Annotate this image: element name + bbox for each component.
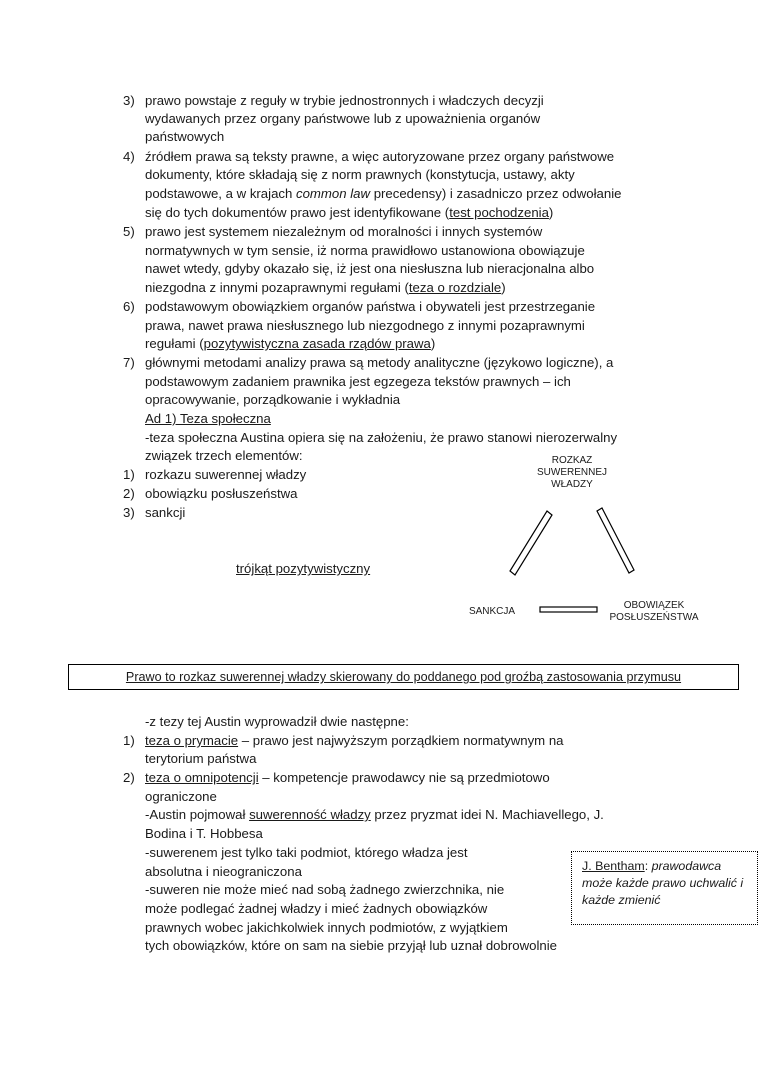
diagram-label-right: OBOWIĄZEK POSŁUSZEŃSTWA xyxy=(609,600,699,623)
bentham-line: każde zmienić xyxy=(582,893,661,907)
item-text-line: dokumenty, które składają się z norm prawnych (konstytucja, ustawy, akty xyxy=(145,167,575,182)
item-number: 2) xyxy=(123,770,135,785)
list-item: rozkazu suwerennej władzy xyxy=(145,467,307,482)
definition-text: Prawo to rozkaz suwerennej władzy skierowany do poddanego pod groźbą zastosowania przymusu xyxy=(125,670,682,684)
item-text-line: podstawowe, a w krajach common law precedensy) i zasadniczo przez odwołanie xyxy=(145,186,622,201)
double-line-right xyxy=(597,508,634,573)
item-text-line: podstawowym zadaniem prawnika jest egzegeza tekstów prawnych – ich xyxy=(145,374,571,389)
list-item: sankcji xyxy=(145,505,186,520)
paragraph-line: -teza społeczna Austina opiera się na założeniu, że prawo stanowi nierozerwalny xyxy=(145,430,618,445)
list-item: teza o prymacie – prawo jest najwyższym porządkiem normatywnym na xyxy=(145,733,564,748)
bentham-note-box xyxy=(571,851,758,925)
definition-box xyxy=(68,664,739,690)
paragraph-line: związek trzech elementów: xyxy=(145,448,303,463)
bentham-line: może każde prawo uchwalić i xyxy=(582,876,744,890)
list-item: teza o omnipotencji – kompetencje prawodawcy nie są przedmiotowo xyxy=(145,770,550,785)
item-text-line: źródłem prawa są teksty prawne, a więc autoryzowane przez organy państwowe xyxy=(145,149,615,164)
item-text-line: wydawanych przez organy państwowe lub z upoważnienia organów xyxy=(145,111,541,126)
double-line-bottom xyxy=(540,607,597,612)
item-text-line: normatywnych w tym sensie, iż norma prawidłowo ustanowiona obowiązuje xyxy=(145,243,585,258)
item-text-line: podstawowym obowiązkiem organów państwa i obywateli jest przestrzeganie xyxy=(145,299,596,314)
paragraph-line: absolutna i nieograniczona xyxy=(145,864,302,879)
item-text-line: prawo jest systemem niezależnym od moralności i innych systemów xyxy=(145,224,543,239)
underlined-term: teza o prymacie xyxy=(145,733,239,748)
item-text-line: prawa, nawet prawa niesłusznego lub niezgodnego z innymi pozaprawnymi xyxy=(145,318,585,333)
section-heading: Ad 1) Teza społeczna xyxy=(145,411,271,426)
item-text-line: prawo powstaje z reguły w trybie jednostronnych i władczych decyzji xyxy=(145,93,544,108)
item-number: 1) xyxy=(123,467,135,482)
underlined-term: teza o omnipotencji xyxy=(145,770,259,785)
item-number: 3) xyxy=(123,505,135,520)
diagram-label-top: ROZKAZ SUWERENNEJ WŁADZY xyxy=(536,455,607,490)
paragraph-line: -z tezy tej Austin wyprowadził dwie następne: xyxy=(145,714,409,729)
item-number: 3) xyxy=(123,93,135,108)
underlined-term: pozytywistyczna zasada rządów prawa xyxy=(203,336,431,351)
paragraph-line: -Austin pojmował suwerenność władzy przez pryzmat idei N. Machiavellego, J. xyxy=(145,807,604,822)
underlined-term: test pochodzenia xyxy=(449,205,549,220)
list-item-continuation: ograniczone xyxy=(145,789,217,804)
italic-term: common law xyxy=(296,186,371,201)
list-item-continuation: terytorium państwa xyxy=(145,751,257,766)
paragraph-line: -suweren nie może mieć nad sobą żadnego zwierzchnika, nie xyxy=(145,882,505,897)
item-number: 7) xyxy=(123,355,135,370)
item-number: 1) xyxy=(123,733,135,748)
item-text-line: regułami (pozytywistyczna zasada rządów prawa) xyxy=(145,336,436,351)
item-number: 6) xyxy=(123,299,135,314)
double-line-left xyxy=(510,511,552,575)
paragraph-line: -suwerenem jest tylko taki podmiot, którego władza jest xyxy=(145,845,468,860)
item-number: 4) xyxy=(123,149,135,164)
triangle-caption: trójkąt pozytywistyczny xyxy=(236,561,371,576)
underlined-term: teza o rozdziale xyxy=(408,280,502,295)
item-number: 5) xyxy=(123,224,135,239)
item-text-line: niezgodna z innymi pozaprawnymi regułami (teza o rozdziale) xyxy=(145,280,506,295)
list-item: obowiązku posłuszeństwa xyxy=(145,486,298,501)
item-number: 2) xyxy=(123,486,135,501)
paragraph-line: może podlegać żadnej władzy i mieć żadnych obowiązków xyxy=(145,901,488,916)
bentham-line: J. Bentham: prawodawca xyxy=(582,859,722,873)
item-text-line: państwowych xyxy=(145,129,225,144)
item-text-line: opracowywanie, porządkowanie i wykładnia xyxy=(145,392,401,407)
item-text-line: się do tych dokumentów prawo jest identyfikowane (test pochodzenia) xyxy=(145,205,554,220)
paragraph-line: Bodina i T. Hobbesa xyxy=(145,826,263,841)
item-text-line: głównymi metodami analizy prawa są metody analityczne (językowo logiczne), a xyxy=(145,355,614,370)
paragraph-line: tych obowiązków, które on sam na siebie przyjął lub uznał dobrowolnie xyxy=(145,938,557,953)
underlined-term: suwerenność władzy xyxy=(249,807,371,822)
diagram-label-left: SANKCJA xyxy=(468,606,516,617)
paragraph-line: prawnych wobec jakichkolwiek innych podmiotów, z wyjątkiem xyxy=(145,920,508,935)
author-name: J. Bentham xyxy=(582,859,645,873)
item-text-line: nawet wtedy, gdyby okazało się, iż jest ona niesłuszna lub nieracjonalna albo xyxy=(145,261,595,276)
